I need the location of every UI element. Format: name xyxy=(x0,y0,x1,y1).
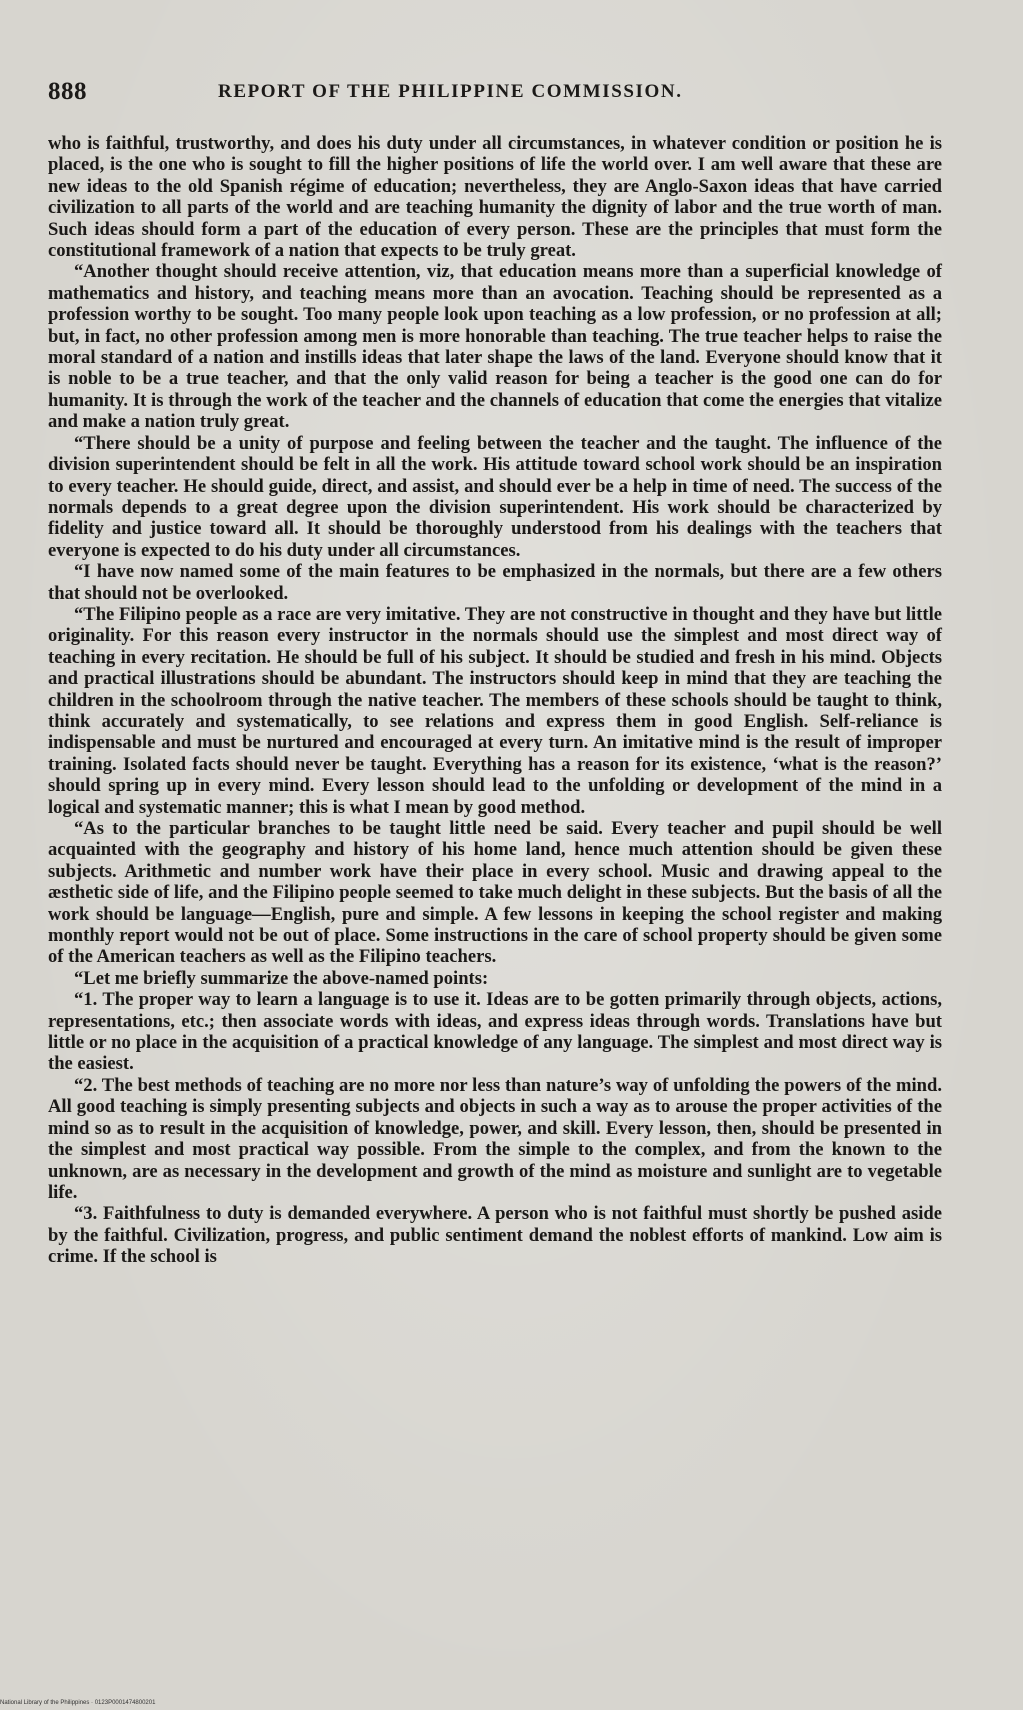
paragraph-9: “2. The best methods of teaching are no more nor less than nature’s way of unfolding the powers of the mind. All good teaching is simply presenting subjects and objects in such a way as to arouse the proper activities of the mind so as to result in the acquisition of knowledge, power, and skill. Every lesson, then, should be presented in the simplest and most practical way possible. From the simple to the complex, and from the known to the unknown, are as necessary in the development and growth of the mind as moisture and sunlight are to vegetable life. xyxy=(48,1074,942,1203)
paragraph-10: “3. Faithfulness to duty is demanded everywhere. A person who is not faithful must shortly be pushed aside by the faithful. Civilization, progress, and public sentiment demand the noblest efforts of mankind. Low aim is crime. If the school is xyxy=(48,1203,942,1268)
paragraph-1: who is faithful, trustworthy, and does his duty under all circumstances, in whatever condition or position he is placed, is the one who is sought to fill the higher positions of life the world over. I am well aware that these are new ideas to the old Spanish régime of education; nevertheless, they are Anglo-Saxon ideas that have carried civilization to all parts of the world and are teaching humanity the dignity of labor and the true worth of man. Such ideas should form a part of the education of every person. These are the principles that must form the constitutional framework of a nation that expects to be truly great. xyxy=(48,133,942,262)
scan-footer: National Library of the Philippines · 0123P0001474800201 xyxy=(0,1700,156,1706)
body-text xyxy=(48,133,942,1268)
running-title: REPORT OF THE PHILIPPINE COMMISSION. xyxy=(218,81,683,102)
paragraph-4: “I have now named some of the main features to be emphasized in the normals, but there are a few others that should not be overlooked. xyxy=(48,561,942,604)
paragraph-8: “1. The proper way to learn a language is to use it. Ideas are to be gotten primarily through objects, actions, representations, etc.; then associate words with ideas, and express ideas through words. Translations have but little or no place in the acquisition of a practical knowledge of any language. The simplest and most direct way is the easiest. xyxy=(48,989,942,1075)
paragraph-7: “Let me briefly summarize the above-named points: xyxy=(74,967,489,989)
paragraph-6: “As to the particular branches to be taught little need be said. Every teacher and pupil should be well acquainted with the geography and history of his home land, hence much attention should be given these subjects. Arithmetic and number work have their place in every school. Music and drawing appeal to the æsthetic side of life, and the Filipino people seemed to take much delight in these subjects. But the basis of all the work should be language—English, pure and simple. A few lessons in keeping the school register and making monthly report would not be out of place. Some instructions in the care of school property should be given some of the American teachers as well as the Filipino teachers. xyxy=(48,818,942,968)
page-header xyxy=(48,78,948,108)
paragraph-5: “The Filipino people as a race are very imitative. They are not constructive in thought and they have but little originality. For this reason every instructor in the normals should use the simplest and most direct way of teaching in every recitation. He should be full of his subject. It should be studied and fresh in his mind. Objects and practical illustrations should be abundant. The instructors should keep in mind that they are teaching the children in the schoolroom through the native teacher. The members of these schools should be taught to think, think accurately and systematically, to see relations and express them in good English. Self-reliance is indispensable and must be nurtured and encouraged at every turn. An imitative mind is the result of improper training. Isolated facts should never be taught. Everything has a reason for its existence, ‘what is the reason?’ should spring up in every mind. Every lesson should lead to the unfolding or development of the mind in a logical and systematic manner; this is what I mean by good method. xyxy=(48,603,942,818)
paragraph-2: “Another thought should receive attention, viz, that education means more than a superficial knowledge of mathematics and history, and teaching means more than an avocation. Teaching should be represented as a profession worthy to be sought. Too many people look upon teaching as a low profession, or no profession at all; but, in fact, no other profession among men is more honorable than teaching. The true teacher helps to raise the moral standard of a nation and instills ideas that later shape the laws of the land. Everyone should know that it is noble to be a true teacher, and that the only valid reason for being a teacher is the good one can do for humanity. It is through the work of the teacher and the channels of education that come the energies that vitalize and make a nation truly great. xyxy=(48,261,942,433)
page-number: 888 xyxy=(48,78,87,105)
paragraph-3: “There should be a unity of purpose and feeling between the teacher and the taught. The influence of the division superintendent should be felt in all the work. His attitude toward school work should be an inspiration to every teacher. He should guide, direct, and assist, and should ever be a help in time of need. The success of the normals depends to a great degree upon the division superintendent. His work should be characterized by fidelity and justice toward all. It should be thoroughly understood from his dealings with the teachers that everyone is expected to do his duty under all circumstances. xyxy=(48,432,942,561)
